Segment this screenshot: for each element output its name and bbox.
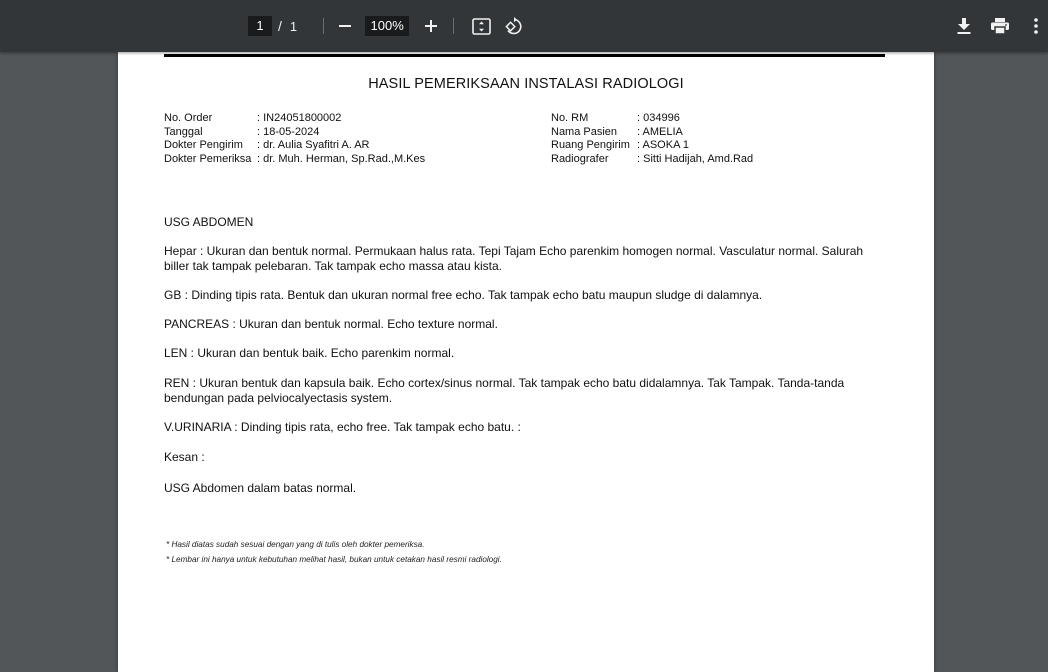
document-viewer[interactable] — [0, 52, 1048, 624]
total-pages: 1 — [289, 18, 298, 34]
info-label: Dokter Pemeriksa — [164, 153, 252, 166]
info-value: : AMELIA — [637, 125, 683, 138]
finding-hepar: Hepar : Ukuran dan bentuk normal. Permukaan halus rata. Tepi Tajam Echo parenkim homogen normal. Vasculatur normal. Salurah biller tak tampak pelebaran. Tak tampak echo massa atau kista. — [164, 244, 864, 273]
info-value: : IN24051800002 — [257, 112, 342, 124]
fit-to-page-button[interactable] — [471, 16, 491, 36]
impression-label: Kesan : — [164, 450, 205, 464]
impression-text: USG Abdomen dalam batas normal. — [164, 481, 357, 495]
toolbar-controls — [248, 14, 523, 38]
info-label: Tanggal — [164, 125, 203, 138]
download-icon — [957, 18, 971, 34]
zoom-level-input[interactable] — [365, 16, 409, 36]
pdf-toolbar — [0, 0, 1048, 52]
more-actions-button[interactable] — [1026, 14, 1046, 38]
exam-title: USG ABDOMEN — [164, 215, 254, 229]
info-label: Nama Pasien — [551, 125, 618, 138]
pdf-page — [118, 52, 934, 672]
header-rule — [164, 54, 885, 57]
print-button[interactable] — [988, 14, 1012, 38]
info-label: Dokter Pengirim — [164, 139, 243, 152]
info-row-patient-name — [551, 126, 753, 140]
info-value: : dr. Aulia Syafitri A. AR — [257, 139, 370, 152]
info-value: : 18-05-2024 — [257, 125, 320, 138]
finding-len: LEN : Ukuran dan bentuk baik. Echo parenkim normal. — [164, 346, 455, 360]
info-value: : dr. Muh. Herman, Sp.Rad.,M.Kes — [257, 153, 426, 166]
more-vert-icon — [1034, 18, 1038, 34]
fit-to-page-icon — [472, 18, 491, 35]
minus-icon — [338, 19, 352, 33]
info-row-ward — [551, 139, 753, 153]
rotate-icon — [504, 17, 523, 36]
info-value: : 034996 — [637, 112, 680, 124]
report-title: HASIL PEMERIKSAAN INSTALASI RADIOLOGI — [368, 76, 684, 92]
rotate-button[interactable] — [503, 16, 523, 36]
finding-gb: GB : Dinding tipis rata. Bentuk dan ukuran normal free echo. Tak tampak echo batu maupun sludge di dalamnya. — [164, 288, 763, 302]
info-row-referring-doctor — [164, 139, 425, 153]
info-row-order — [164, 112, 425, 126]
page-separator: / — [278, 18, 282, 34]
download-button[interactable] — [953, 14, 975, 38]
finding-ren: REN : Ukuran bentuk dan kapsula baik. Echo cortex/sinus normal. Tak tampak echo batu didalamnya. Tak Tampak. Tanda-tanda bendungan pada pelviocalyectasis system. — [164, 376, 845, 405]
info-row-date — [164, 126, 425, 140]
info-value: : ASOKA 1 — [637, 139, 689, 152]
footnote: * Lembar ini hanya untuk kebutuhan melihat hasil, bukan untuk cetakan hasil resmi radiologi. — [166, 555, 502, 564]
finding-vurinaria: V.URINARIA : Dinding tipis rata, echo free. Tak tampak echo batu. : — [164, 420, 521, 434]
patient-info — [551, 112, 753, 167]
toolbar-divider — [323, 18, 324, 34]
order-info — [164, 112, 425, 167]
zoom-out-button[interactable] — [336, 16, 354, 36]
info-label: Radiografer — [551, 153, 609, 166]
info-row-examining-doctor — [164, 153, 425, 167]
info-label: No. Order — [164, 112, 213, 124]
info-value: : Sitti Hadijah, Amd.Rad — [637, 153, 754, 166]
print-icon — [991, 18, 1009, 34]
info-label: Ruang Pengirim — [551, 139, 630, 152]
page-number-input[interactable] — [248, 16, 272, 36]
info-label: No. RM — [551, 112, 589, 124]
finding-pancreas: PANCREAS : Ukuran dan bentuk normal. Echo texture normal. — [164, 317, 498, 331]
plus-icon — [424, 19, 438, 33]
footnote: * Hasil diatas sudah sesuai dengan yang di tulis oleh dokter pemeriksa. — [166, 540, 425, 549]
info-row-radiographer — [551, 153, 753, 167]
info-row-rm — [551, 112, 753, 126]
zoom-in-button[interactable] — [422, 16, 440, 36]
toolbar-divider — [453, 18, 454, 34]
